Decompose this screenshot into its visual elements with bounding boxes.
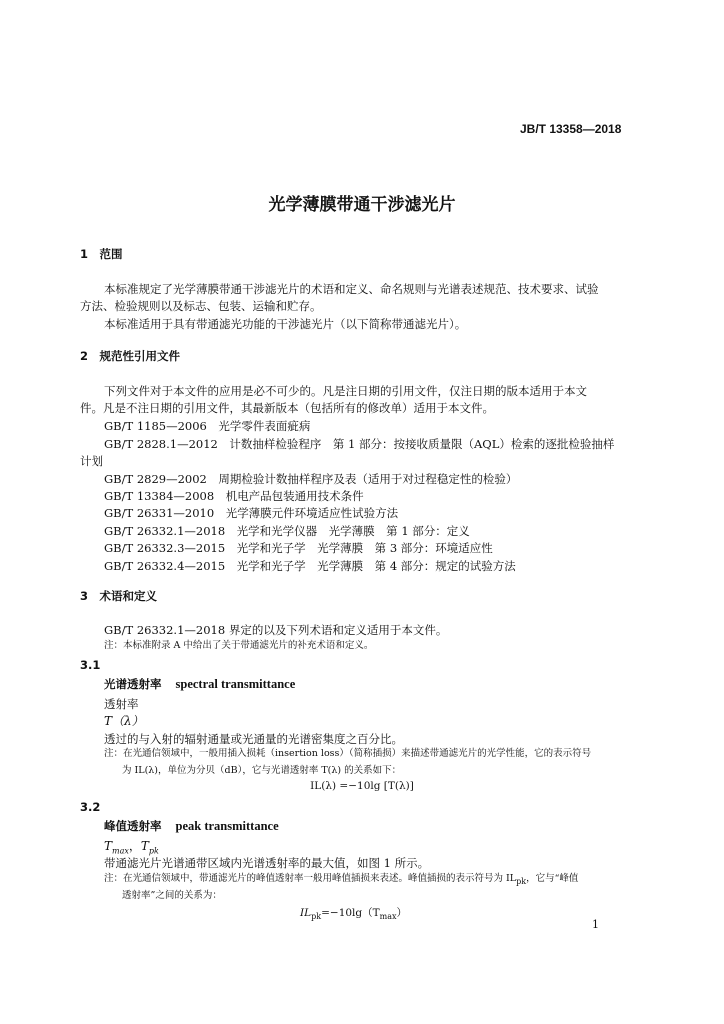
section-3-note: 注：本标准附录 A 中给出了关于带通滤光片的补充术语和定义。: [104, 640, 374, 651]
term-chinese-name: 峰值透射率: [104, 819, 162, 833]
formula-insertion-loss: IL(λ) =−10lg [T(λ)]: [310, 780, 414, 792]
term-note-line-2: 透射率”之间的关系为：: [122, 890, 222, 901]
section-2-intro-line-1: 下列文件对于本文件的应用是必不可少的。凡是注日期的引用文件，仅注日期的版本适用于本文: [104, 384, 587, 398]
term-heading: [104, 676, 295, 692]
section-1-paragraph-line-1: 本标准规定了光学薄膜带通干涉滤光片的术语和定义、命名规则与光谱表述规范、技术要求、试验: [104, 282, 599, 296]
reference-item: GB/T 26332.4—2015 光学和光子学 光学薄膜 第 4 部分：规定的试验方法: [104, 559, 516, 573]
section-3-heading: 3 术语和定义: [80, 589, 158, 603]
section-1-paragraph-line-2: 方法、检验规则以及标志、包装、运输和贮存。: [80, 299, 322, 313]
reference-item: GB/T 2828.1—2012 计数抽样检验程序 第 1 部分：按接收质量限（AQL）检索的逐批检验抽样: [104, 437, 615, 451]
reference-item: GB/T 1185—2006 光学零件表面疵病: [104, 419, 311, 433]
section-1-heading: 1 范围: [80, 247, 123, 261]
section-2-heading: 2 规范性引用文件: [80, 349, 181, 363]
term-english-name: peak transmittance: [175, 819, 279, 833]
term-note-line-2: 为 IL(λ)，单位为分贝（dB），它与光谱透射率 T(λ) 的关系如下：: [122, 765, 402, 776]
term-symbols: $T_{max}$，$T_{pk}$: [104, 839, 159, 856]
term-definition: 带通滤光片光谱通带区域内光谱透射率的最大值，如图 1 所示。: [104, 856, 430, 870]
term-heading: [104, 818, 279, 834]
term-number: 3.2: [80, 800, 101, 814]
term-definition: 透过的与入射的辐射通量或光通量的光谱密集度之百分比。: [104, 732, 403, 746]
term-note-line-1: 注：在光通信领域中，带通滤光片的峰值透射率一般用峰值插损来表述。峰值插损的表示符号为 $IL_{pk}$，它与“峰值: [104, 873, 579, 886]
reference-item: GB/T 26332.1—2018 光学和光学仪器 光学薄膜 第 1 部分：定义: [104, 524, 470, 538]
reference-item: GB/T 13384—2008 机电产品包装通用技术条件: [104, 489, 364, 503]
term-number: 3.1: [80, 658, 101, 672]
term-chinese-name: 光谱透射率: [104, 677, 162, 691]
formula-peak-insertion-loss: $IL_{pk}=-10\lg(T_{max})$: [300, 907, 408, 922]
term-alternative-name: 透射率: [104, 697, 139, 711]
section-2-intro-line-2: 件。凡是不注日期的引用文件，其最新版本（包括所有的修改单）适用于本文件。: [80, 401, 494, 415]
section-1-paragraph-2: 本标准适用于具有带通滤光功能的干涉滤光片（以下简称带通滤光片）。: [104, 317, 467, 331]
document-title: 光学薄膜带通干涉滤光片: [268, 195, 456, 215]
standard-code: JB/T 13358—2018: [520, 122, 622, 136]
section-3-intro: GB/T 26332.1—2018 界定的以及下列术语和定义适用于本文件。: [104, 623, 448, 637]
term-english-name: spectral transmittance: [175, 677, 296, 691]
term-symbol: T（λ）: [104, 714, 144, 728]
reference-item-continuation: 计划: [80, 454, 103, 468]
page-number: 1: [592, 918, 599, 931]
reference-item: GB/T 2829—2002 周期检验计数抽样程序及表（适用于对过程稳定性的检验）: [104, 472, 518, 486]
term-note-line-1: 注：在光通信领域中，一般用插入损耗（insertion loss）（简称插损）来描述带通滤光片的光学性能，它的表示符号: [104, 748, 592, 759]
reference-item: GB/T 26331—2010 光学薄膜元件环境适应性试验方法: [104, 506, 399, 520]
reference-item: GB/T 26332.3—2015 光学和光子学 光学薄膜 第 3 部分：环境适应性: [104, 541, 493, 555]
